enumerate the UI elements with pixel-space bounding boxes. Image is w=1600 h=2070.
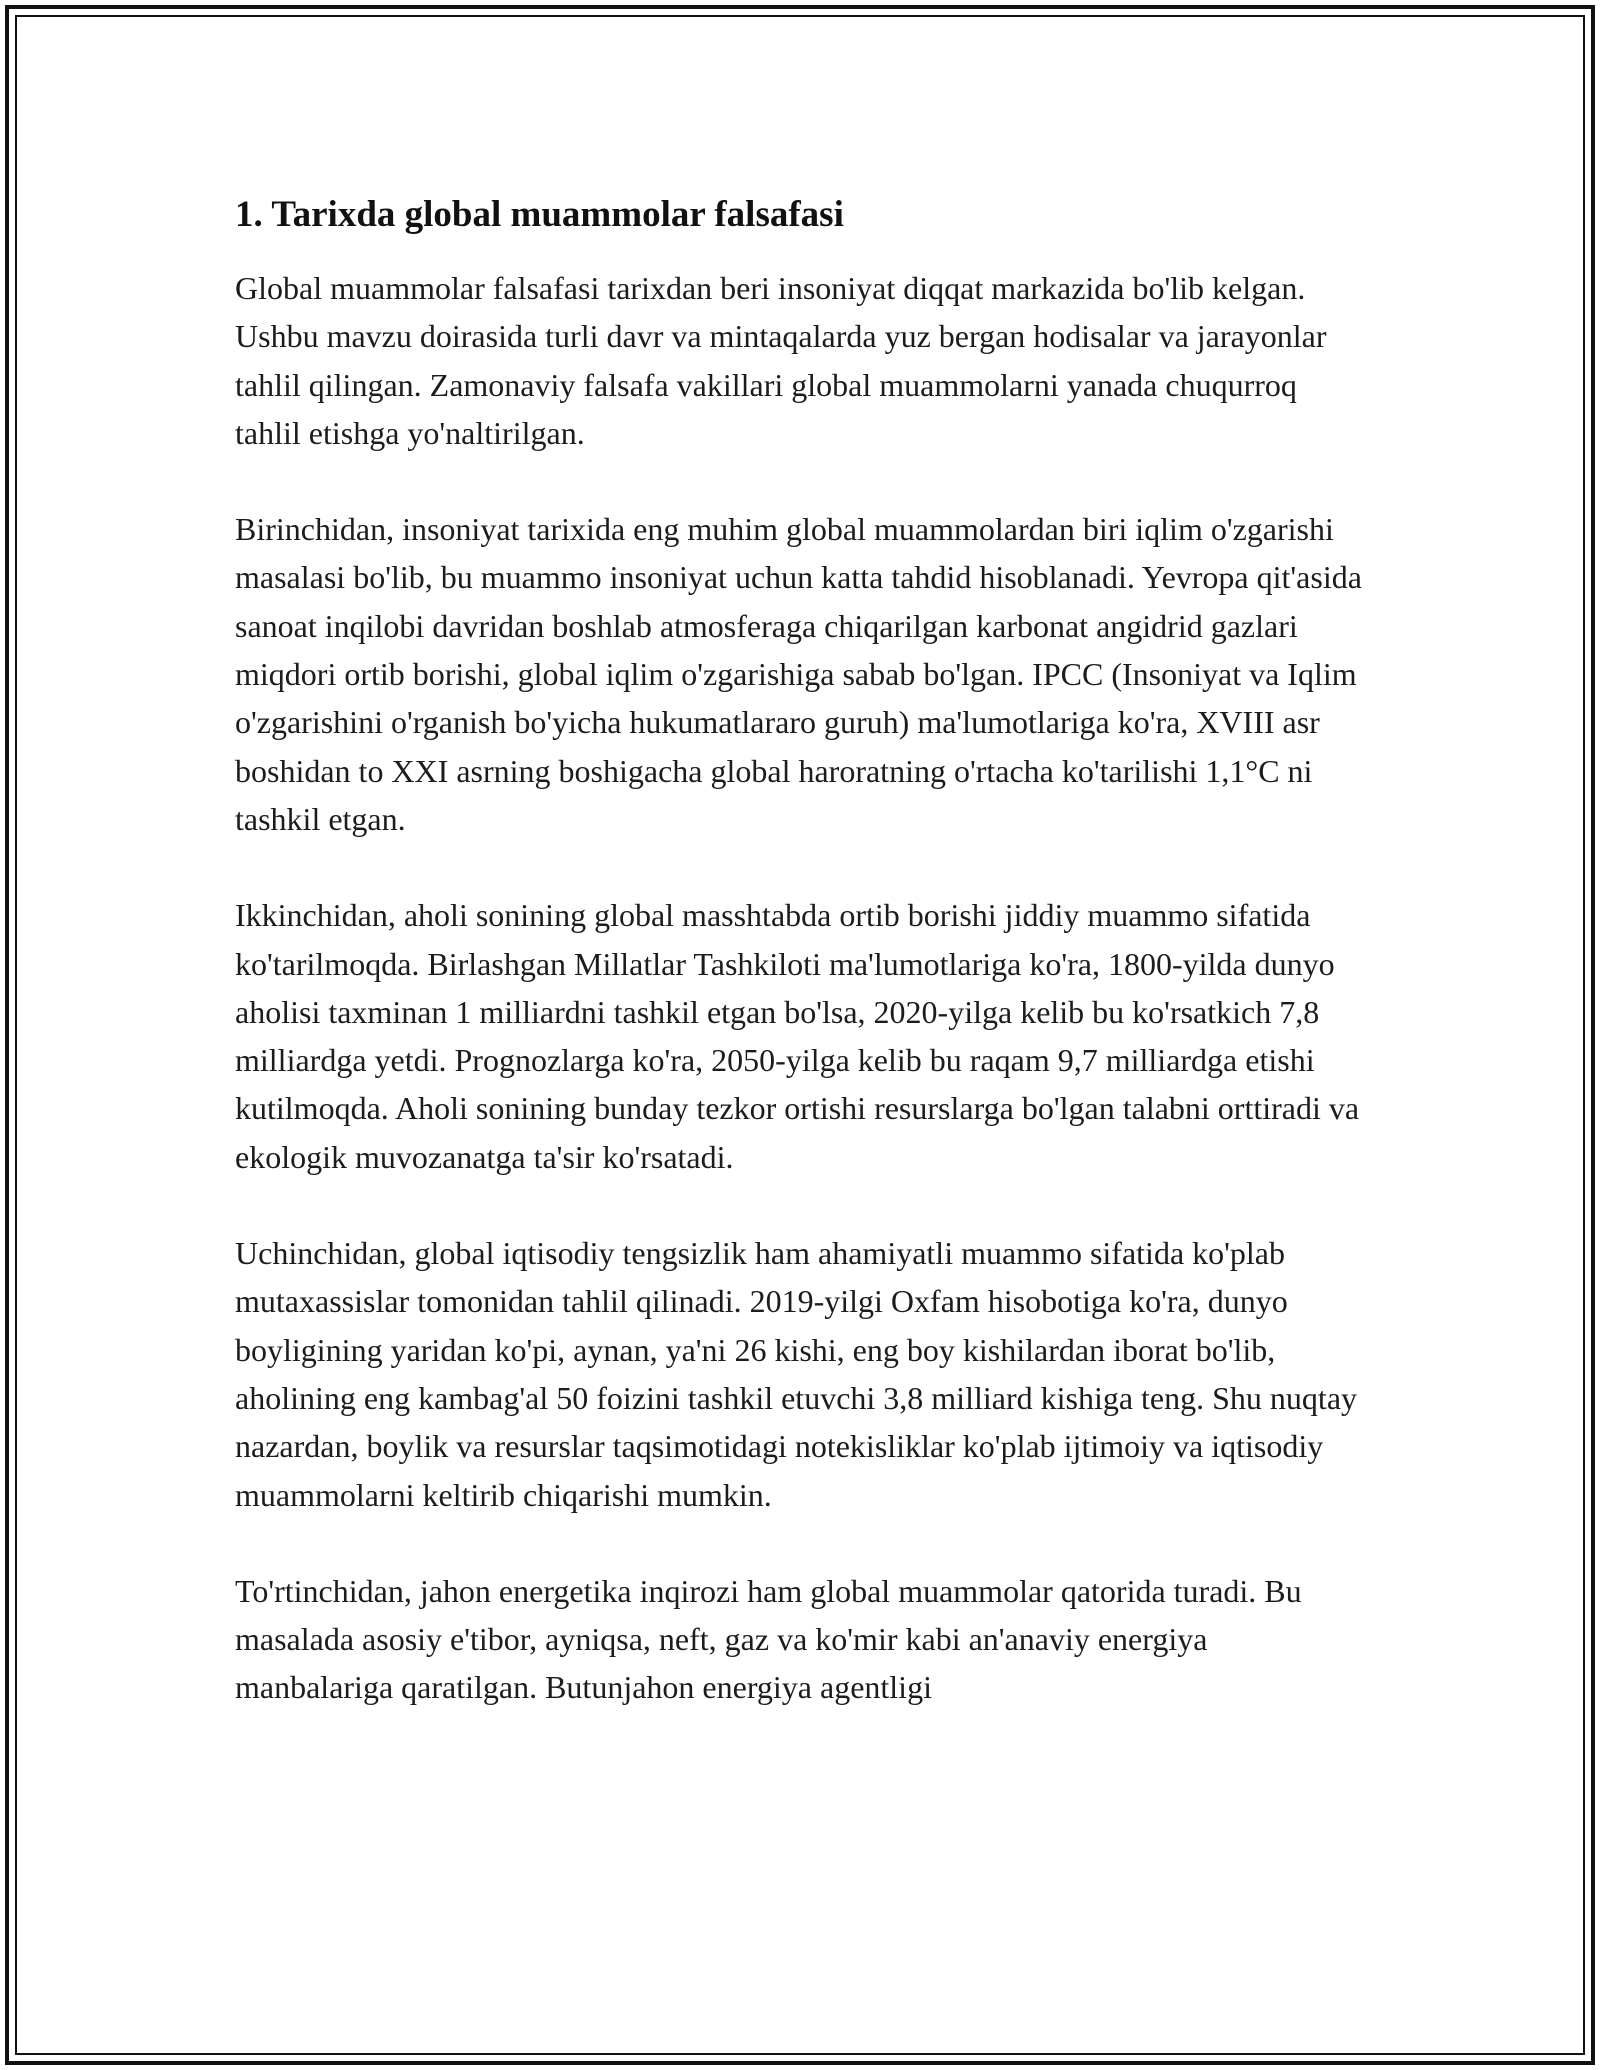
paragraph-intro: Global muammolar falsafasi tarixdan beri insoniyat diqqat markazida bo'lib kelgan. Ushbu mavzu doirasida turli davr va mintaqalarda yuz bergan hodisalar va jarayonlar tahlil qilingan. Zamonaviy falsafa vakillari global muammolarni yanada chuqurroq tahlil etishga yo'naltirilgan. [235, 270, 1327, 451]
paragraph-economic-inequality: Uchinchidan, global iqtisodiy tengsizlik ham ahamiyatli muammo sifatida ko'plab mutaxassislar tomonidan tahlil qilinadi. 2019-yilgi Oxfam hisobotiga ko'ra, dunyo boyligining yaridan ko'pi, aynan, ya'ni 26 kishi, eng boy kishilardan iborat bo'lib, aholining eng kambag'al 50 foizini tashkil etuvchi 3,8 milliard kishiga teng. Shu nuqtay nazardan, boylik va resurslar taqsimotidagi notekisliklar ko'plab ijtimoiy va iqtisodiy muammolarni keltirib chiqarishi mumkin. [235, 1235, 1358, 1513]
document-body [235, 186, 1370, 1760]
paragraph-climate-change: Birinchidan, insoniyat tarixida eng muhim global muammolardan biri iqlim o'zgarishi masalasi bo'lib, bu muammo insoniyat uchun katta tahdid hisoblanadi. Yevropa qit'asida sanoat inqilobi davridan boshlab atmosferaga chiqarilgan karbonat angidrid gazlari miqdori ortib borishi, global iqlim o'zgarishiga sabab bo'lgan. IPCC (Insoniyat va Iqlim o'zgarishini o'rganish bo'yicha hukumatlararo guruh) ma'lumotlariga ko'ra, XVIII asr boshidan to XXI asrning boshigacha global haroratning o'rtacha ko'tarilishi 1,1°C ni tashkil etgan. [235, 511, 1362, 837]
section-heading: 1. Tarixda global muammolar falsafasi [235, 194, 844, 235]
paragraph-population-growth: Ikkinchidan, aholi sonining global masshtabda ortib borishi jiddiy muammo sifatida ko'tarilmoqda. Birlashgan Millatlar Tashkiloti ma'lumotlariga ko'ra, 1800-yilda dunyo aholisi taxminan 1 milliardni tashkil etgan bo'lsa, 2020-yilga kelib bu ko'rsatkich 7,8 milliardga yetdi. Prognozlarga ko'ra, 2050-yilga kelib bu raqam 9,7 milliardga etishi kutilmoqda. Aholi sonining bunday tezkor ortishi resurslarga bo'lgan talabni orttiradi va ekologik muvozanatga ta'sir ko'rsatadi. [235, 897, 1360, 1175]
paragraph-energy-crisis: To'rtinchidan, jahon energetika inqirozi ham global muammolar qatorida turadi. Bu masalada asosiy e'tibor, ayniqsa, neft, gaz va ko'mir kabi an'anaviy energiya manbalariga qaratilgan. Butunjahon energiya agentligi [235, 1572, 1302, 1706]
